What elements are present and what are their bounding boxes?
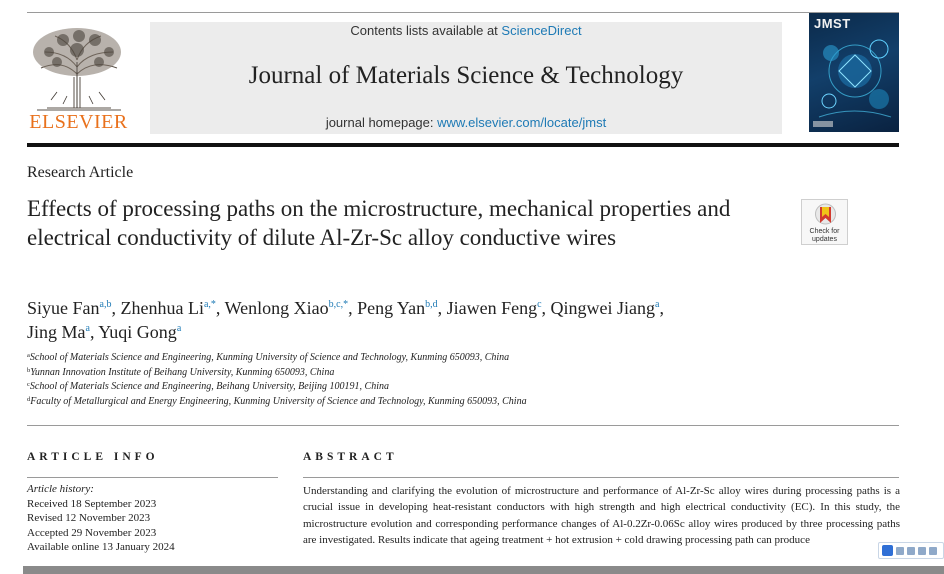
affiliation-text: School of Materials Science and Engineering, Kunming University of Science and Technology, Kunming 650093, China <box>29 352 510 363</box>
author-affiliation-marker[interactable]: a,* <box>203 299 216 310</box>
author-name[interactable]: Jing Ma <box>27 322 86 342</box>
article-info-rule <box>27 477 278 478</box>
homepage-line <box>150 115 782 130</box>
journal-masthead <box>150 22 782 134</box>
sciencedirect-link[interactable]: ScienceDirect <box>501 23 582 38</box>
article-history <box>27 482 277 555</box>
available-online-date: Available online 13 January 2024 <box>27 541 175 553</box>
article-title: Effects of processing paths on the microstructure, mechanical properties and electrical conductivity of dilute Al-Zr-Sc alloy conductive wires <box>27 196 731 250</box>
header-divider <box>27 143 899 147</box>
contents-prefix: Contents lists available at <box>350 23 502 38</box>
affiliation-text: Faculty of Metallurgical and Energy Engineering, Kunming University of Science and Technology, Kunming 650093, China <box>30 395 527 407</box>
translate-tool-icon[interactable] <box>907 547 915 555</box>
elsevier-logo[interactable] <box>27 22 130 134</box>
check-for-updates-button[interactable] <box>801 199 848 245</box>
affiliation-text: School of Materials Science and Engineering, Beihang University, Beijing 100191, China <box>29 381 389 392</box>
elsevier-wordmark: ELSEVIER <box>29 111 128 133</box>
affiliation-text: Yunnan Innovation Institute of Beihang University, Kunming 650093, China <box>30 366 335 378</box>
abstract-heading: ABSTRACT <box>303 451 398 463</box>
author-name[interactable]: Jiawen Feng <box>446 298 538 318</box>
bottom-scroll-bar[interactable] <box>23 566 944 574</box>
author-list: Siyue Fan$^{a,b}$, Zhenhua $Li^{a,*}$, Wenlong Xiao$^{b,c,*}$, Peng Yan$^{b,d}$, Jiawen Feng$^c$, Qingwei Jiang$^a$, Jing Ma$^a$, Yuqi Gong$^a$ <box>27 298 664 342</box>
author-affiliation-marker[interactable]: a <box>85 323 90 334</box>
journal-cover-image[interactable] <box>809 13 899 132</box>
author-name[interactable]: Qingwei Jiang <box>550 298 656 318</box>
history-heading: Article history: <box>27 483 94 495</box>
affiliation-letter: c <box>27 381 30 388</box>
section-divider <box>27 425 899 426</box>
affiliation-item <box>27 351 727 366</box>
author-name[interactable]: Siyue Fan <box>27 298 100 318</box>
elsevier-tree-icon <box>27 22 130 112</box>
affiliation-letter: d <box>27 395 31 403</box>
author-name[interactable]: Yuqi Gong <box>98 322 177 342</box>
author-affiliation-marker[interactable]: b,d <box>425 299 438 310</box>
translate-tool-icon[interactable] <box>896 547 904 555</box>
abstract-rule <box>303 477 899 478</box>
author-affiliation-marker[interactable]: a,b <box>99 299 112 310</box>
article-type: Research Article <box>27 164 134 181</box>
abstract-text: Understanding and clarifying the evolution of microstructure and performance of Al-Zr-Sc alloy wires during processing paths is a crucial issue in developing heat-resistant conductors with high strength and high electrical conductivity (EC). In this study, the microstructure evolution and corresponding performance changes of Al-0.2Zr-0.06Sc alloy wires produced by three processing paths are investigated. Results indicate that ageing treatment + hot extrusion + cold drawing processing path can produce <box>303 485 900 546</box>
accepted-date: Accepted 29 November 2023 <box>27 526 157 539</box>
author-affiliation-marker[interactable]: b,c,* <box>328 299 349 310</box>
translate-tool-icon[interactable] <box>918 547 926 555</box>
cover-title: JMST <box>814 16 851 31</box>
homepage-prefix: journal homepage: <box>325 115 438 130</box>
revised-date: Revised 12 November 2023 <box>27 512 151 524</box>
received-date: Received 18 September 2023 <box>27 497 157 510</box>
translate-tool-icon[interactable] <box>929 547 937 555</box>
affiliation-letter: a <box>27 352 30 359</box>
author-name[interactable]: Wenlong Xiao <box>224 298 329 318</box>
author-affiliation-marker[interactable]: a <box>655 299 660 310</box>
affiliation-item <box>27 380 727 395</box>
affiliation-item <box>27 366 727 381</box>
author-name[interactable]: Zhenhua Li <box>120 298 204 318</box>
author-name[interactable]: Peng Yan <box>357 298 426 318</box>
affiliation-letter: b <box>27 366 31 374</box>
top-rule <box>27 12 899 13</box>
crossmark-label: Check for updates <box>809 228 840 243</box>
affiliation-list <box>27 351 727 409</box>
affiliation-item <box>27 395 727 410</box>
author-affiliation-marker[interactable]: a <box>176 323 182 334</box>
contents-line <box>150 23 782 38</box>
article-info-heading: ARTICLE INFO <box>27 451 159 463</box>
journal-title: Journal of Materials Science & Technology <box>248 62 684 89</box>
crossmark-icon <box>815 203 836 228</box>
translate-widget[interactable] <box>878 542 944 559</box>
author-affiliation-marker[interactable]: c <box>537 299 542 310</box>
journal-homepage-link[interactable]: www.elsevier.com/locate/jmst <box>437 115 607 130</box>
translate-logo-icon <box>882 545 893 556</box>
